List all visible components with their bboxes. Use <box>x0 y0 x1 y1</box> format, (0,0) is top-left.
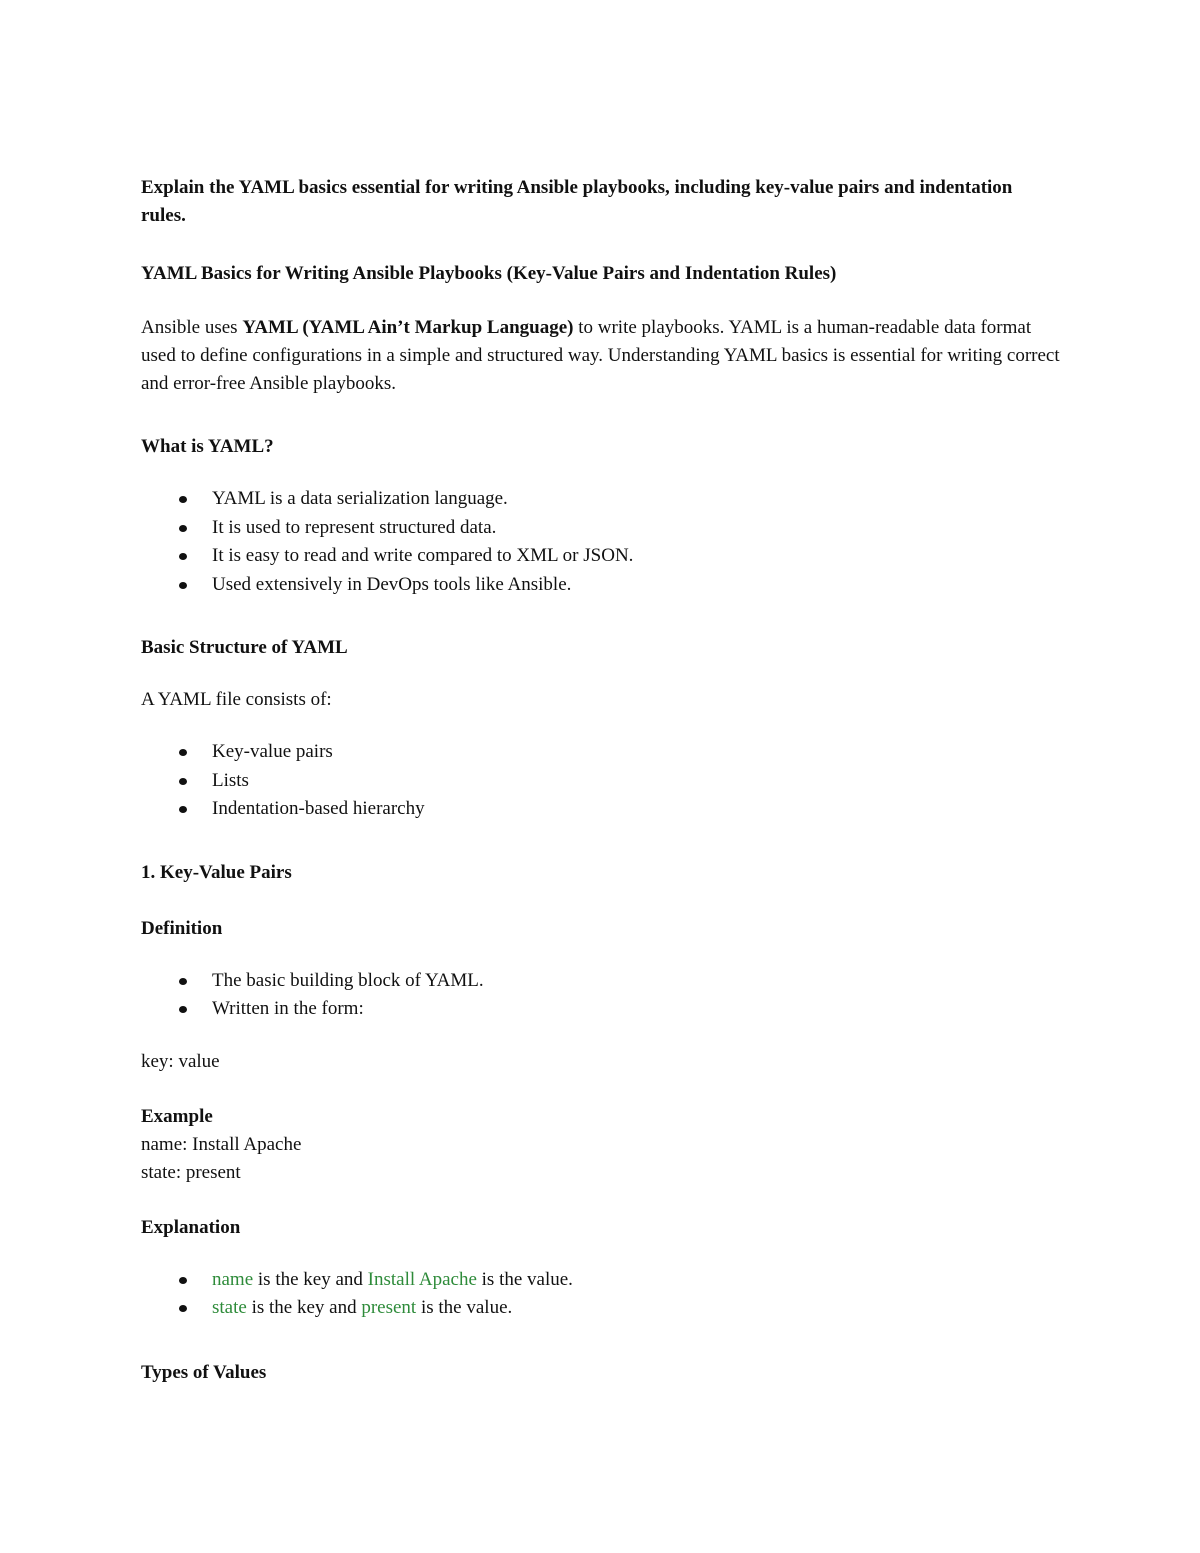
list-explanation <box>141 1266 1061 1323</box>
list-item: It is easy to read and write compared to XML or JSON. <box>141 542 1061 571</box>
heading-definition: Definition <box>141 917 223 939</box>
heading-key-value-pairs: 1. Key-Value Pairs <box>141 861 292 883</box>
list-basic-structure <box>141 738 1061 824</box>
example-line: name: Install Apache <box>141 1133 302 1155</box>
list-item: Written in the form: <box>141 995 1061 1024</box>
bullet-icon <box>179 749 187 756</box>
list-item: name is the key and Install Apache is the value. <box>141 1266 1061 1295</box>
bullet-icon <box>179 1277 187 1284</box>
list-item: It is used to represent structured data. <box>141 514 1061 543</box>
explanation-value: Install Apache <box>367 1268 477 1290</box>
bullet-icon <box>179 525 187 532</box>
document-title: YAML Basics for Writing Ansible Playbooks (Key-Value Pairs and Indentation Rules) <box>141 263 837 284</box>
list-definition <box>141 967 1061 1024</box>
list-item: YAML is a data serialization language. <box>141 485 1061 514</box>
list-item: state is the key and present is the value. <box>141 1294 1061 1323</box>
heading-types-of-values: Types of Values <box>141 1361 267 1383</box>
bullet-icon <box>179 496 187 503</box>
bullet-icon <box>179 978 187 985</box>
basic-structure-lead: A YAML file consists of: <box>141 689 332 710</box>
explanation-value: present <box>361 1297 417 1318</box>
explanation-key: state <box>212 1297 247 1318</box>
document-page <box>141 174 1061 1387</box>
explanation-key: name <box>212 1268 254 1290</box>
bullet-icon <box>179 806 187 813</box>
bullet-icon <box>179 582 187 589</box>
list-item: Key-value pairs <box>141 738 1061 767</box>
bullet-icon <box>179 778 187 785</box>
key-value-form: key: value <box>141 1050 220 1072</box>
intro-bold: YAML (YAML Ain’t Markup Language) <box>242 317 574 338</box>
example-line: state: present <box>141 1161 241 1183</box>
list-item: Used extensively in DevOps tools like Ansible. <box>141 571 1061 600</box>
bullet-icon <box>179 1006 187 1013</box>
heading-example: Example <box>141 1105 213 1127</box>
heading-what-is-yaml: What is YAML? <box>141 436 274 457</box>
bullet-icon <box>179 1305 187 1312</box>
intro-paragraph <box>141 314 1061 398</box>
list-item: The basic building block of YAML. <box>141 967 1061 996</box>
bullet-icon <box>179 553 187 560</box>
list-item: Indentation-based hierarchy <box>141 795 1061 824</box>
heading-basic-structure: Basic Structure of YAML <box>141 637 348 658</box>
intro-pre: Ansible uses <box>141 317 243 338</box>
intro-post: to write playbooks. YAML is a human-readable data format used to define configurations in a simple and structured way. Understanding YAML basics is essential for writing correct and error-free Ansible playbooks. <box>141 317 1060 394</box>
list-item: Lists <box>141 767 1061 796</box>
list-what-is-yaml <box>141 485 1061 599</box>
example-code-block <box>141 1131 1061 1187</box>
heading-explanation: Explanation <box>141 1216 241 1238</box>
question-text: Explain the YAML basics essential for writing Ansible playbooks, including key-value pairs and indentation rules. <box>141 177 1013 226</box>
